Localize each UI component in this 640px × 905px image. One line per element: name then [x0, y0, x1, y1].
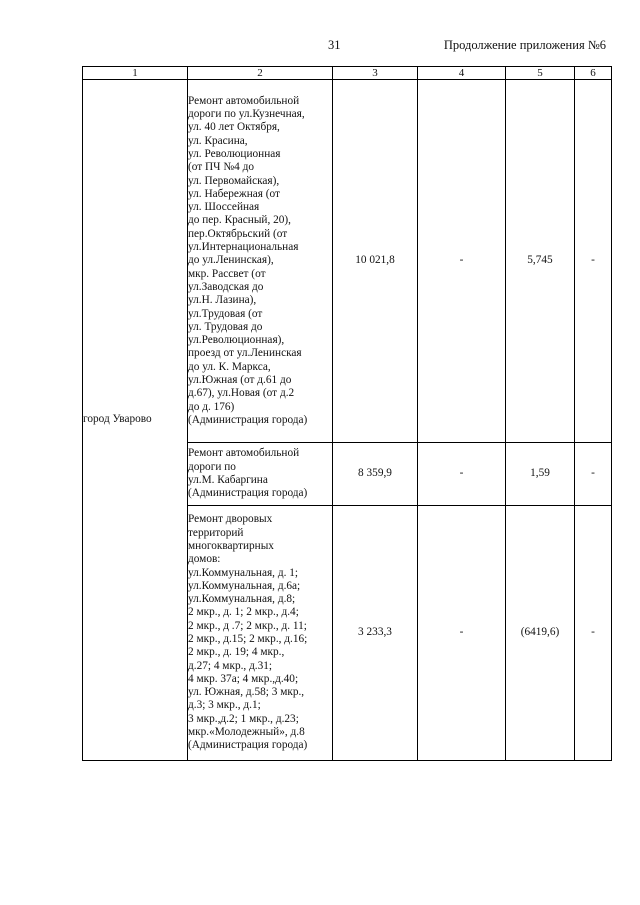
column-number-row — [83, 67, 612, 80]
work-description-text: Ремонт автомобильной дороги по ул.М. Кабаргина (Администрация города) — [188, 447, 308, 500]
column-header-5: 5 — [506, 67, 575, 80]
work-description — [188, 443, 333, 506]
work-description — [188, 506, 333, 761]
col5-cell: 5,745 — [506, 80, 575, 443]
col6-cell: - — [575, 506, 612, 761]
amount-cell: 3 233,3 — [333, 506, 418, 761]
column-header-4: 4 — [418, 67, 506, 80]
col4-cell: - — [418, 80, 506, 443]
col4-cell: - — [418, 443, 506, 506]
col5-cell: (6419,6) — [506, 506, 575, 761]
column-header-2: 2 — [188, 67, 333, 80]
city-cell: город Уварово — [83, 80, 188, 761]
amount-cell: 8 359,9 — [333, 443, 418, 506]
work-description — [188, 80, 333, 443]
work-description-text: Ремонт автомобильной дороги по ул.Кузнечная, ул. 40 лет Октября, ул. Красина, ул. Революционная (от ПЧ №4 до ул. Первомайская), ул. Набережная (от ул. Шоссейная до пер. Красный, 20), пер.Октябрьский (от ул.Интернациональная до ул.Ленинская), мкр. Рассвет (от ул.Заводская до ул.Н. Лазина), ул.Трудовая (от ул. Трудовая до ул.Революционная), проезд от ул.Ленинская до ул. К. Маркса, ул.Южная (от д.61 до д.67), ул.Новая (от д.2 до д. 176) (Администрация города) — [188, 94, 308, 426]
col6-cell: - — [575, 80, 612, 443]
col6-cell: - — [575, 443, 612, 506]
funding-table — [82, 66, 612, 761]
col4-cell: - — [418, 506, 506, 761]
column-header-1: 1 — [83, 67, 188, 80]
column-header-3: 3 — [333, 67, 418, 80]
appendix-continuation-label: Продолжение приложения №6 — [443, 38, 606, 52]
col5-cell: 1,59 — [506, 443, 575, 506]
amount-cell: 10 021,8 — [333, 80, 418, 443]
page-number: 31 — [328, 38, 341, 52]
column-header-6: 6 — [575, 67, 612, 80]
work-description-text: Ремонт дворовых территорий многоквартирных домов: ул.Коммунальная, д. 1; ул.Коммунальная, д.6а; ул.Коммунальная, д.8; 2 мкр., д. 1; 2 мкр., д.4; 2 мкр., д .7; 2 мкр., д. 11; 2 мкр., д.15; 2 мкр., д.16; 2 мкр., д. 19; 4 мкр., д.27; 4 мкр., д.31; 4 мкр. 37а; 4 мкр.,д.40; ул. Южная, д.58; 3 мкр., д.3; 3 мкр., д.1; 3 мкр.,д.2; 1 мкр., д.23; мкр.«Молодежный», д.8 (Администрация города) — [188, 513, 308, 752]
table-row — [83, 80, 612, 443]
